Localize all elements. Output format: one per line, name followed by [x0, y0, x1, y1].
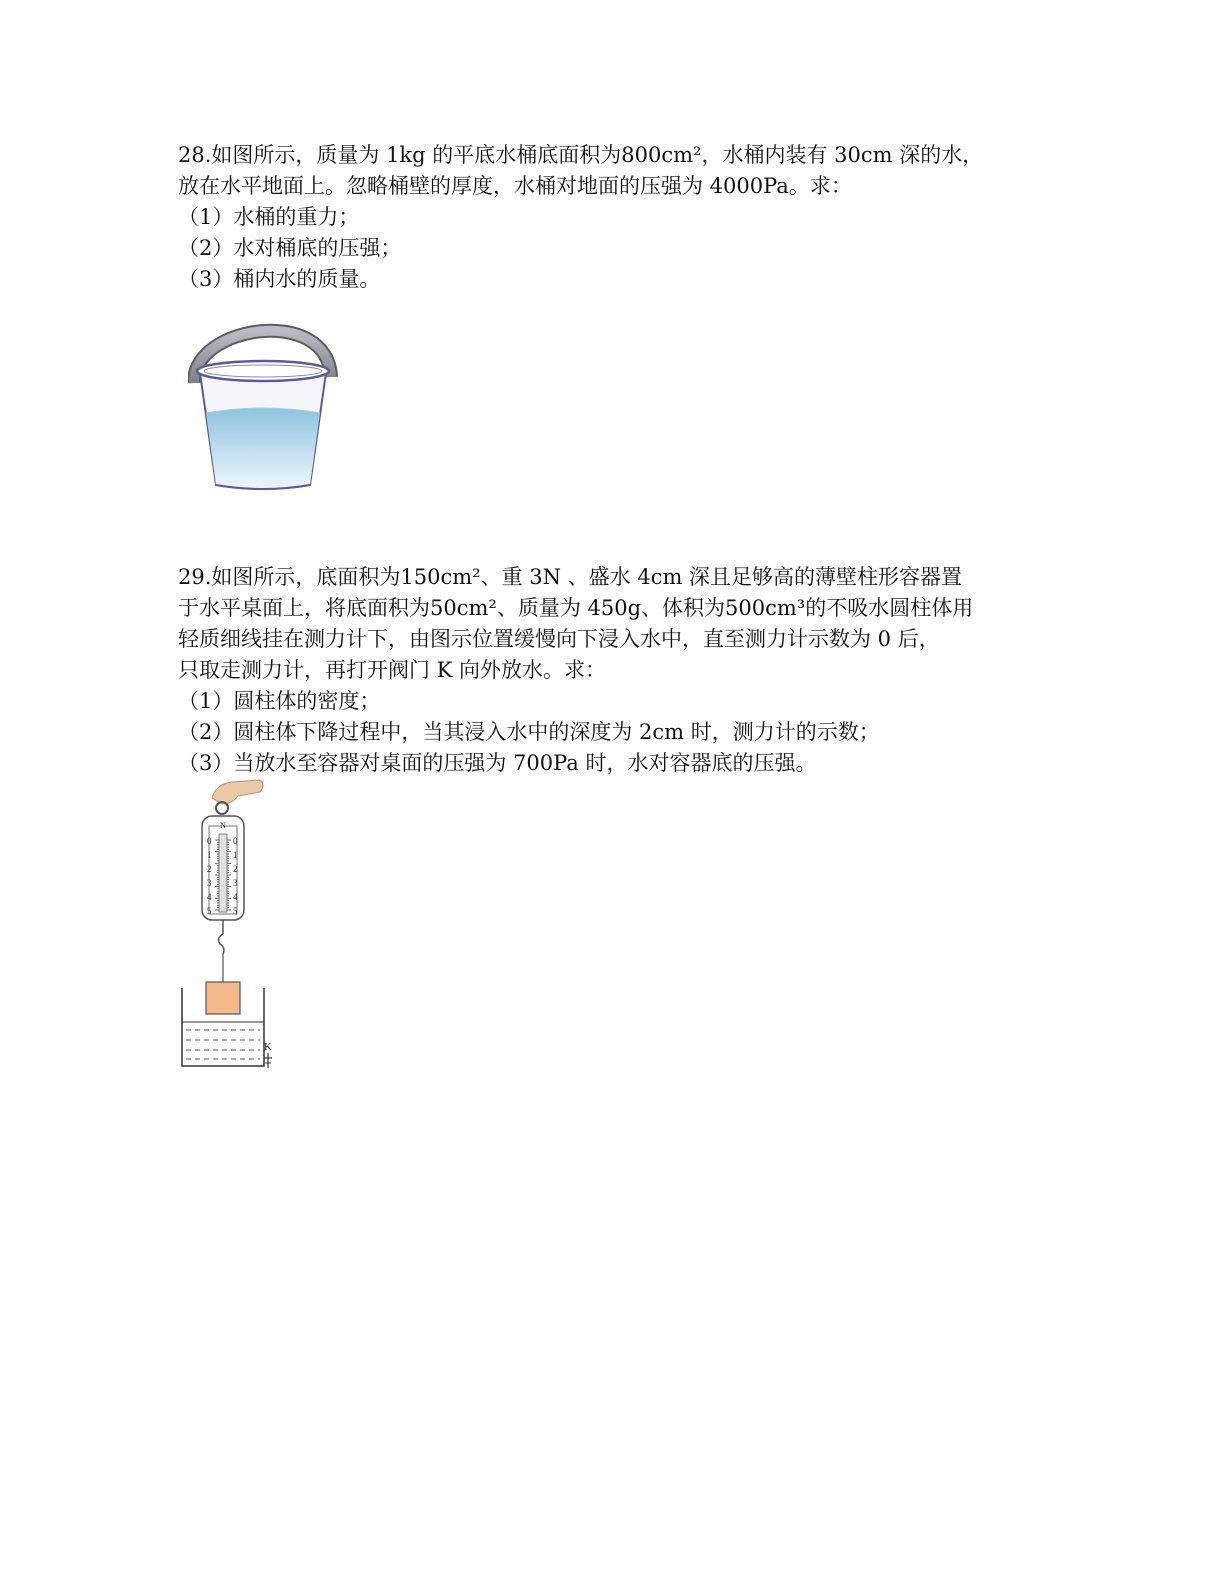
scale-label-left: 1 — [207, 850, 212, 860]
scale-label-left: 0 — [207, 836, 212, 846]
scale-label-right: 1 — [233, 850, 238, 860]
valve-k-label: K — [264, 1041, 272, 1053]
scale-label-left: 3 — [207, 878, 212, 888]
problem-29 — [178, 562, 1058, 779]
scale-label-right: 5 — [233, 906, 238, 916]
problem-29-line-1: 29.如图所示，底面积为150cm²、重 3N 、盛水 4cm 深且足够高的薄壁柱形容器置 — [178, 565, 963, 589]
scale-label-right: 3 — [233, 878, 238, 888]
scale-unit-label: N — [220, 821, 226, 830]
hand-icon — [212, 780, 263, 804]
scale-label-left: 4 — [207, 892, 212, 902]
problem-29-question-2: （2）圆柱体下降过程中，当其浸入水中的深度为 2cm 时，测力计的示数； — [178, 720, 880, 744]
problem-29-line-4: 只取走测力计，再打开阀门 K 向外放水。求： — [178, 658, 607, 682]
water-dashes — [186, 1030, 260, 1059]
cylinder-block — [206, 982, 240, 1014]
scale-label-left: 2 — [207, 864, 212, 874]
problem-29-question-3: （3）当放水至容器对桌面的压强为 700Pa 时，水对容器底的压强。 — [178, 751, 817, 775]
problem-28-question-1: （1）水桶的重力； — [178, 205, 360, 229]
scale-label-right: 0 — [233, 836, 238, 846]
problem-28-line-2: 放在水平地面上。忽略桶壁的厚度，水桶对地面的压强为 4000Pa。求： — [178, 174, 852, 198]
scale-label-left: 5 — [207, 906, 212, 916]
problem-28-line-1: 28.如图所示，质量为 1kg 的平底水桶底面积为800cm²，水桶内装有 30cm 深的水， — [178, 143, 984, 167]
problem-29-line-3: 轻质细线挂在测力计下，由图示位置缓慢向下浸入水中，直至测力计示数为 0 后， — [178, 627, 940, 651]
problem-29-question-1: （1）圆柱体的密度； — [178, 689, 381, 713]
bucket-figure — [188, 305, 338, 495]
problem-28 — [178, 140, 1058, 295]
scale-label-right: 2 — [233, 864, 238, 874]
problem-28-question-3: （3）桶内水的质量。 — [178, 267, 381, 291]
spring-scale-figure — [176, 778, 276, 1070]
scale-label-right: 4 — [233, 892, 238, 902]
problem-28-question-2: （2）水对桶底的压强； — [178, 236, 402, 260]
problem-29-line-2: 于水平桌面上，将底面积为50cm²、质量为 450g、体积为500cm³的不吸水圆柱体用 — [178, 596, 974, 620]
